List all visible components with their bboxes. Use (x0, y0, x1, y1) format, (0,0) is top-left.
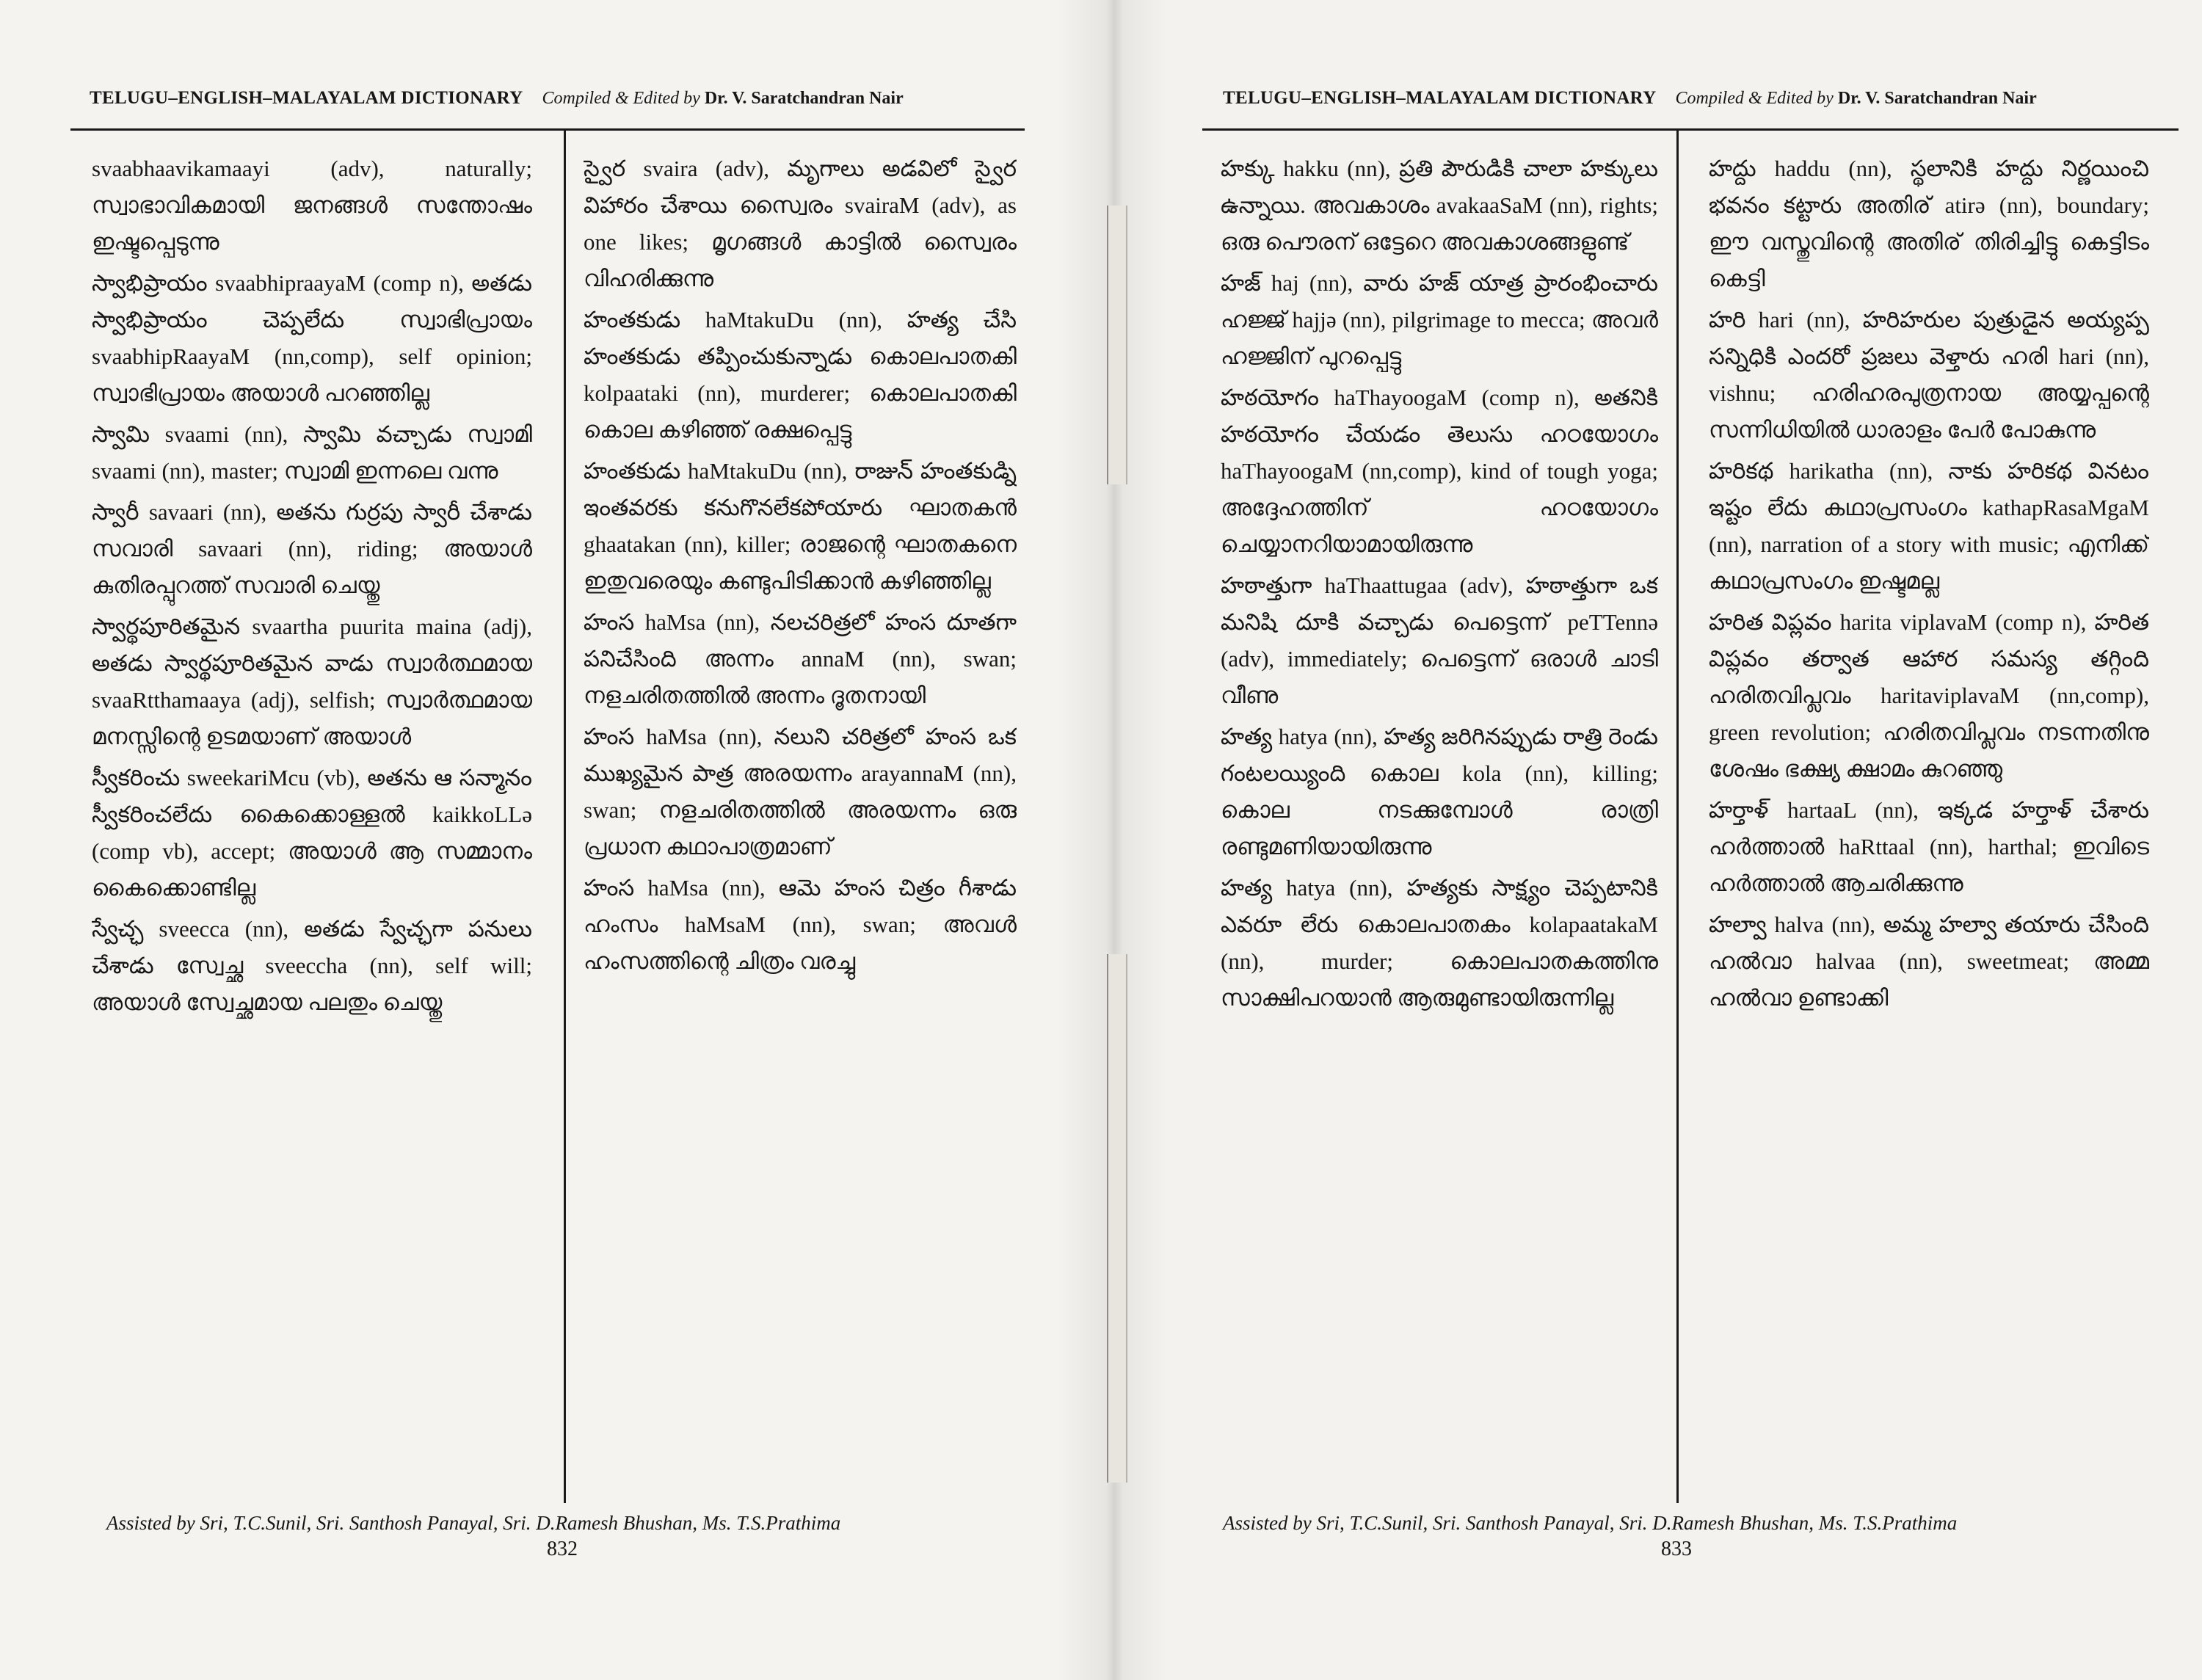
dictionary-entry: హంస haMsa (nn), నలచరిత్రలో హంస దూతగా పనిచేసింది അന്നം annaM (nn), swan; നളചരിതത്തിൽ അന്നം ദൂതനായി (584, 609, 1017, 708)
dictionary-title: TELUGU–ENGLISH–MALAYALAM DICTIONARY (1223, 88, 1657, 108)
page-number: 832 (547, 1538, 578, 1560)
dictionary-entry: హర్తాళ్ hartaaL (nn), ఇక్కడ హర్తాళ్ చేశారు ഹർത്താൽ haRttaal (nn), harthal; ഇവിടെ ഹർത്താൽ ആചരിക്കുന്നു (1709, 797, 2149, 896)
compiled-label: Compiled & Edited by (542, 89, 700, 108)
dictionary-entry: హత్య hatya (nn), హత్యకు సాక్ష్యం చెప్పటానికి ఎవరూ లేరు കൊലപാതകം kolapaatakaM (nn), murder; കൊലപാതകത്തിനു സാക്ഷിപറയാൻ ആരുമുണ്ടായിരുന്നില്ല (1221, 875, 1658, 1011)
dictionary-entry: స్వారీ savaari (nn), అతను గుర్రపు స్వారీ చేశాడు സവാരി savaari (nn), riding; അയാൾ കുതിരപ്പുറത്ത് സവാരി ചെയ്തു (92, 499, 532, 598)
binding-notch (1107, 954, 1127, 1483)
header-rule (1202, 128, 2179, 131)
dictionary-entry: హంస haMsa (nn), నలుని చరిత్రలో హంస ఒక ముఖ్యమైన పాత్ర അരയന്നം arayannaM (nn), swan; നളചരിതത്തിൽ അരയന്നം ഒരു പ്രധാന കഥാപാത്രമാണ് (584, 724, 1017, 859)
binding-notch (1107, 206, 1127, 484)
editor-name: Dr. V. Saratchandran Nair (704, 89, 904, 108)
editor-credit (1676, 89, 2037, 109)
left-column-2 (584, 150, 1017, 1494)
dictionary-entry: స్వామి svaami (nn), స్వామి వచ్చాడు സ്വാമി svaami (nn), master; സ്വാമി ഇന്നലെ വന്നു (92, 421, 532, 484)
right-page (1114, 0, 2202, 1680)
left-page-header (90, 88, 904, 117)
dictionary-entry: హంతకుడు haMtakuDu (nn), రాజున్ హంతకుడ్ని ఇంతవరకు కనుగొనలేకపోయారు ഘാതകൻ ghaatakan (nn), killer; രാജന്റെ ഘാതകനെ ഇതുവരെയും കണ്ടുപിടിക്കാൻ കഴിഞ്ഞില്ല (584, 458, 1017, 594)
right-column-2 (1709, 150, 2149, 1494)
dictionary-entry: హక్కు hakku (nn), ప్రతి పౌరుడికి చాలా హక్కులు ఉన్నాయి. അവകാശം avakaaSaM (nn), rights; ഒരു പൌരന് ഒട്ടേറെ അവകാശങ്ങളുണ്ട് (1221, 156, 1658, 255)
editor-name: Dr. V. Saratchandran Nair (1837, 89, 2037, 108)
dictionary-entry: స్వేచ్ఛ sveecca (nn), అతడు స్వేచ్ఛగా పనులు చేశాడు സ്വേച്ഛ sveeccha (nn), self will; അയാൾ സ്വേച്ഛമായ പലതും ചെയ്തു (92, 916, 532, 1015)
dictionary-entry: హల్వా halva (nn), అమ్మ హల్వా తయారు చేసింది ഹൽവാ halvaa (nn), sweetmeat; അമ്മ ഹൽവാ ഉണ്ടാക്കി (1709, 912, 2149, 1011)
column-divider (564, 131, 566, 1503)
dictionary-title: TELUGU–ENGLISH–MALAYALAM DICTIONARY (90, 88, 523, 108)
dictionary-entry: స్వాభిప్రాయం svaabhipraayaM (comp n), అతడు స్వాభిప్రాయం చెప్పలేదు സ്വാഭിപ്രായം svaabhipRaayaM (nn,comp), self opinion; സ്വാഭിപ്രായം അയാൾ പറഞ്ഞില്ല (92, 270, 532, 406)
column-divider (1676, 131, 1679, 1503)
page-footer-credits: Assisted by Sri, T.C.Sunil, Sri. Santhosh Panayal, Sri. D.Ramesh Bhushan, Ms. T.S.Prathima (106, 1512, 841, 1534)
dictionary-entry: హంస haMsa (nn), ఆమె హంస చిత్రం గీశాడు ഹംസം haMsaM (nn), swan; അവൾ ഹംസത്തിന്റെ ചിത്രം വരച്ചു (584, 875, 1017, 974)
left-column-1 (92, 150, 532, 1494)
editor-credit (542, 89, 904, 109)
dictionary-entry: హరిత విప్లవం harita viplavaM (comp n), హరిత విప్లవం తర్వాత ఆహార సమస్య తగ్గింది ഹരിതവിപ്ലവം haritaviplavaM (nn,comp), green revolution; ഹരിതവിപ്ലവം നടന്നതിനു ശേഷം ഭക്ഷ്യ ക്ഷാമം കുറഞ്ഞു (1709, 609, 2149, 782)
dictionary-entry: హజ్ haj (nn), వారు హజ్ యాత్ర ప్రారంభించారు ഹജ്ജ് hajjə (nn), pilgrimage to mecca; അവർ ഹജ്ജിന് പുറപ്പെട്ടു (1221, 270, 1658, 369)
dictionary-entry: హఠాత్తుగా haThaattugaa (adv), హఠాత్తుగా ఒక మనిషి దూకి వచ్చాడు പെട്ടെന്ന് peTTennə (adv), immediately; പെട്ടെന്ന് ഒരാൾ ചാടി വീണു (1221, 572, 1658, 708)
header-rule (70, 128, 1025, 131)
page-footer-credits: Assisted by Sri, T.C.Sunil, Sri. Santhosh Panayal, Sri. D.Ramesh Bhushan, Ms. T.S.Prathima (1223, 1512, 1958, 1534)
right-column-1 (1221, 150, 1658, 1494)
dictionary-entry: హద్దు haddu (nn), స్థలానికి హద్దు నిర్ణయించి భవనం కట్టారు അതിര് atirə (nn), boundary; ഈ വസ്തുവിന്റെ അതിര് തിരിച്ചിട്ടു കെട്ടിടം കെട്ടി (1709, 156, 2149, 291)
dictionary-entry: హంతకుడు haMtakuDu (nn), హత్య చేసి హంతకుడు తప్పించుకున్నాడు കൊലപാതകി kolpaataki (nn), murderer; കൊലപാതകി കൊല കഴിഞ്ഞ് രക്ഷപ്പെട്ടു (584, 307, 1017, 443)
dictionary-entry: స్వైర svaira (adv), మృగాలు అడవిలో స్వైర విహారం చేశాయి സ്വൈരം svairaM (adv), as one likes; മൃഗങ്ങൾ കാട്ടിൽ സ്വൈരം വിഹരിക്കുന്നു (584, 156, 1017, 291)
dictionary-entry: హరి hari (nn), హరిహరుల పుత్రుడైన అయ్యప్ప సన్నిధికి ఎందరో ప్రజలు వెళ్తారు ഹരി hari (nn), vishnu; ഹരിഹരപുത്രനായ അയ്യപ്പന്റെ സന്നിധിയിൽ ധാരാളം പേർ പോകുന്നു (1709, 307, 2149, 443)
dictionary-entry: svaabhaavikamaayi (adv), naturally; സ്വാഭാവികമായി ജനങ്ങൾ സന്തോഷം ഇഷ്ടപ്പെടുന്നു (92, 156, 532, 255)
page-number: 833 (1661, 1538, 1692, 1560)
compiled-label: Compiled & Edited by (1675, 89, 1834, 108)
dictionary-entry: స్వీకరించు sweekariMcu (vb), అతను ఆ సన్మానం స్వీకరించలేదు കൈക്കൊള്ളൽ kaikkoLLə (comp vb), accept; അയാൾ ആ സമ്മാനം കൈക്കൊണ്ടില്ല (92, 765, 532, 901)
dictionary-entry: హరికథ harikatha (nn), నాకు హరికథ వినటం ఇష్టం లేదు കഥാപ്രസംഗം kathapRasaMgaM (nn), narration of a story with music; എനിക്ക് കഥാപ്രസംഗം ഇഷ്ടമല്ല (1709, 458, 2149, 594)
right-page-header (1223, 88, 2037, 117)
dictionary-entry: స్వార్థపూరితమైన svaartha puurita maina (adj), అతడు స్వార్థపూరితమైన వాడు സ്വാർത്ഥമായ svaaRtthamaaya (adj), selfish; സ്വാർത്ഥമായ മനസ്സിന്റെ ഉടമയാണ് അയാൾ (92, 614, 532, 749)
dictionary-entry: హఠయోగం haThayoogaM (comp n), అతనికి హఠయోగం చేయడం తెలుసు ഹഠയോഗം haThayoogaM (nn,comp), kind of tough yoga; അദ്ദേഹത്തിന് ഹഠയോഗം ചെയ്യാനറിയാമായിരുന്നു (1221, 385, 1658, 557)
dictionary-entry: హత్య hatya (nn), హత్య జరిగినప్పుడు రాత్రి రెండు గంటలయ్యింది കൊല kola (nn), killing; കൊല നടക്കുമ്പോൾ രാത്രി രണ്ടുമണിയായിരുന്നു (1221, 724, 1658, 859)
